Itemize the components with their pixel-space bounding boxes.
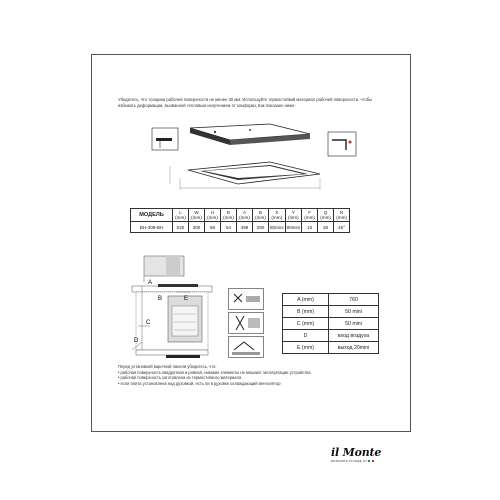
dim-row	[283, 306, 379, 318]
spec-value: 520	[173, 222, 189, 233]
dim-value: 50 mini	[329, 306, 379, 318]
spec-col-unit: (mm)	[255, 215, 266, 220]
spec-value: 300	[189, 222, 205, 233]
spec-value: 54	[221, 222, 237, 233]
spec-col-letter: H	[210, 210, 215, 215]
spec-value: 10	[302, 222, 318, 233]
spec-col-Y	[285, 209, 302, 222]
spec-col-letter: F	[308, 210, 311, 215]
spec-value: 58	[205, 222, 221, 233]
model-value: BH-309-BH	[131, 222, 173, 233]
flag-red	[372, 460, 374, 462]
dim-key: A (mm)	[283, 294, 329, 306]
label-c: C	[146, 320, 151, 326]
spec-col-letter: Q	[323, 210, 328, 215]
dim-value: выход 20mini	[329, 342, 379, 354]
intro-text: Убедитесь, что толщина рабочей поверхности не менее 30 мм. Используйте термостойкий материал рабочей поверхности, чтобы избежать деформации, вызванной тепловым излучением от конфорки, Как показано ниже:	[118, 97, 373, 108]
spec-col-unit: (mm)	[191, 215, 202, 220]
dim-row	[283, 318, 379, 330]
logo-tagline: ВОЗЬМИТЕ ЛУЧШЕЕ ОТ	[331, 459, 368, 463]
spec-col-letter: X	[275, 210, 279, 215]
spec-value: 280	[253, 222, 269, 233]
label-a: A	[148, 280, 153, 286]
italian-flag-icon	[368, 460, 374, 462]
spec-table	[130, 208, 350, 233]
spec-col-letter: D	[226, 210, 231, 215]
spec-col-X	[269, 209, 286, 222]
detail-vent-2	[228, 312, 264, 334]
spec-col-unit: (mm)	[207, 215, 218, 220]
notes-lead: Перед установкой варочной панели убедитесь, что:	[118, 364, 217, 369]
dim-row	[283, 330, 379, 342]
spec-col-letter: W	[194, 210, 199, 215]
spec-col-L	[173, 209, 189, 222]
spec-value-row	[131, 222, 350, 233]
spec-col-unit: (mm)	[320, 215, 331, 220]
cabinet-diagram	[128, 254, 228, 364]
spec-header-row	[131, 209, 350, 222]
dim-value: 760	[329, 294, 379, 306]
spec-col-W	[189, 209, 205, 222]
label-d: D	[134, 338, 139, 344]
spec-col-letter: A	[242, 210, 247, 215]
dim-key: E (mm)	[283, 342, 329, 354]
note-item: • если плита установлена над духовкой, есть ли в духовке охлаждающий вентилятор	[118, 381, 398, 387]
dim-row	[283, 294, 379, 306]
spec-col-unit: (mm)	[271, 215, 283, 220]
dim-row	[283, 342, 379, 354]
dim-key: C (mm)	[283, 318, 329, 330]
spec-col-letter: B	[258, 210, 263, 215]
detail-vent-1	[228, 288, 264, 310]
spec-value: 498	[237, 222, 253, 233]
spec-col-N	[334, 209, 350, 222]
detail-vent-3	[228, 336, 264, 358]
notes	[118, 364, 398, 386]
spec-col-unit: (mm)	[223, 215, 234, 220]
spec-col-unit: (mm)	[304, 215, 315, 220]
dim-value: вход воздуха	[329, 330, 379, 342]
spec-col-Q	[318, 209, 334, 222]
dimension-table	[282, 293, 379, 354]
spec-col-D	[221, 209, 237, 222]
dim-key: B (mm)	[283, 306, 329, 318]
spec-value: 30	[318, 222, 334, 233]
spec-col-unit: (mm)	[239, 215, 250, 220]
spec-col-F	[302, 209, 318, 222]
spec-value: 80mini	[269, 222, 286, 233]
logo-tagline-row	[331, 459, 393, 463]
spec-col-A	[237, 209, 253, 222]
spec-col-B	[253, 209, 269, 222]
spec-value: 45°	[334, 222, 350, 233]
installation-diagram	[150, 118, 360, 198]
notes-list	[118, 370, 398, 387]
label-b: B	[158, 296, 163, 302]
label-e: E	[184, 296, 189, 302]
spec-col-unit: (mm)	[175, 215, 186, 220]
brand-logo	[331, 446, 393, 466]
note-item: • рабочая поверхность изготовлена из термостойкого материала	[118, 375, 398, 381]
spec-col-letter: Y	[291, 210, 295, 215]
spec-value: 80mini	[285, 222, 302, 233]
spec-col-unit: (mm)	[336, 215, 347, 220]
dim-value: 50 mini	[329, 318, 379, 330]
model-header: МОДЕЛЬ	[131, 209, 173, 222]
note-item: • рабочая поверхность квадратная и ровная, никакие элементы не мешают эксплуатации устройства	[118, 370, 398, 376]
spec-col-letter: N	[339, 210, 344, 215]
spec-col-unit: (mm)	[287, 215, 299, 220]
logo-name: il Monte	[331, 446, 382, 459]
spec-col-letter: L	[179, 210, 182, 215]
dim-key: D	[283, 330, 329, 342]
spec-col-H	[205, 209, 221, 222]
